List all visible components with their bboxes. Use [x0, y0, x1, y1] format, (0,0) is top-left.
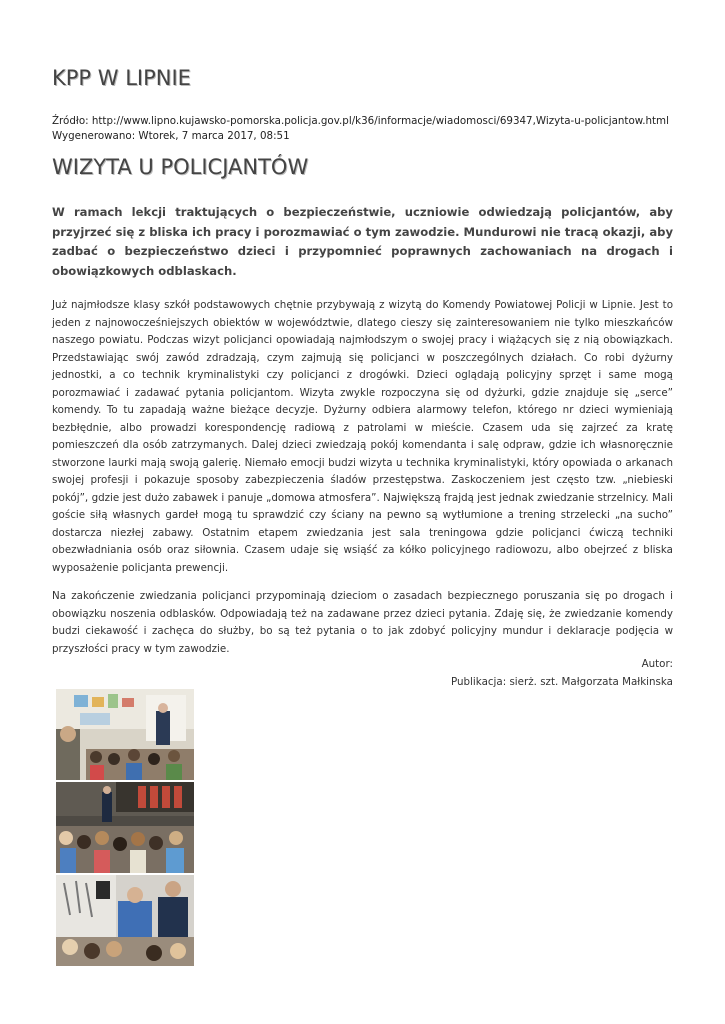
article-title: WIZYTA U POLICJANTÓW [52, 155, 309, 179]
author-label: Autor: [641, 658, 673, 670]
article-paragraph: Już najmłodsze klasy szkół podstawowych chętnie przybywają z wizytą do Komendy Powiatowej Policji w Lipnie. Jest to jeden z najnowocześniejszych obiektów w województwie, dlatego cieszy się zainteresowaniem nie tylko mieszkańców naszego powiatu. Podczas wizyt policjanci opowiadają najmłodszym o swojej pracy i wiążących się z nią obowiązkach. Przedstawiając swój zawód zdradzają, czym zajmują się policjanci w poszczególnych działach. Co robi dyżurny jednostki, a co technik kryminalistyki czy policjanci z drogówki. Dzieci oglądają policyjny sprzęt i same mogą porozmawiać i zadawać pytania policjantom. Wizyta zwykle rozpoczyna się od dyżurki, gdzie znajduje się „serce” komendy. To tu zapadają ważne bieżące decyzje. Dyżurny odbiera alarmowy telefon, którego nr dzieci wymieniają bezbłędnie, albo prowadzi korespondencję radiową z patrolami w mieście. Czasem uda się zajrzeć za kratę pomieszczeń dla osób zatrzymanych. Dalej dzieci zwiedzają pokój komendanta i salę odpraw, gdzie ich własnoręcznie stworzone laurki mają swoją galerię. Niemało emocji budzi wizyta u technika kryminalistyki, który opowiada o arkanach swojej profesji i pokazuje sposoby zabezpieczenia śladów przestępstwa. Zaskoczeniem jest często tzw. „niebieski pokój”, gdzie jest dużo zabawek i panuje „domowa atmosfera”. Największą frajdą jest jednak zwiedzanie strzelnicy. Mali goście siłą własnych gardeł mogą tu sprawdzić czy ściany na pewno są wytłumione a trening strzelecki „na sucho” dostarcza niezłej zabawy. Ostatnim etapem zwiedzania jest sala treningowa gdzie policjanci ćwiczą techniki obezwładniania osób oraz siłownia. Czasem udaje się wsiąść za kółko policyjnego radiowozu, albo obejrzeć z bliska wyposażenie policjanta prewencji. [52, 299, 673, 574]
photo-classroom [56, 689, 194, 780]
article-paragraph: Na zakończenie zwiedzania policjanci przypominają dzieciom o zasadach bezpiecznego poruszania się po drogach i obowiązku noszenia odblasków. Odpowiadają też na zadawane przez dzieci pytania. Zdaję się, że zwiedzanie komendy budzi ciekawość i zachęca do służby, bo są też pytania o to jak zdobyć policyjny mundur i deklaracje podjęcia w przyszłości pracy w tym zawodzie. [52, 590, 673, 655]
photo-technician [56, 875, 194, 966]
source-line: Źródło: http://www.lipno.kujawsko-pomorska.policja.gov.pl/k36/informacje/wiadomosci/69347,Wizyta-u-policjantow.html [52, 115, 669, 127]
article-body [52, 297, 673, 669]
publication-line: Publikacja: sierż. szt. Małgorzata Małkinska [450, 675, 673, 688]
meta-info [52, 114, 669, 143]
article-lead: W ramach lekcji traktujących o bezpieczeństwie, uczniowie odwiedzają policjantów, aby przyjrzeć się z bliska ich pracy i porozmawiać o tym zawodzie. Mundurowi nie tracą okazji, aby zadbać o bezpieczeństwo dzieci i przypomnieć poprawnych zachowaniach na drogach i obowiązkowych odblaskach. [52, 205, 673, 278]
author-block [451, 656, 673, 691]
site-title: KPP W LIPNIE [52, 66, 191, 90]
photo-shooting-range [56, 782, 194, 873]
photo-gallery [56, 689, 194, 968]
generated-line: Wygenerowano: Wtorek, 7 marca 2017, 08:51 [52, 129, 290, 142]
